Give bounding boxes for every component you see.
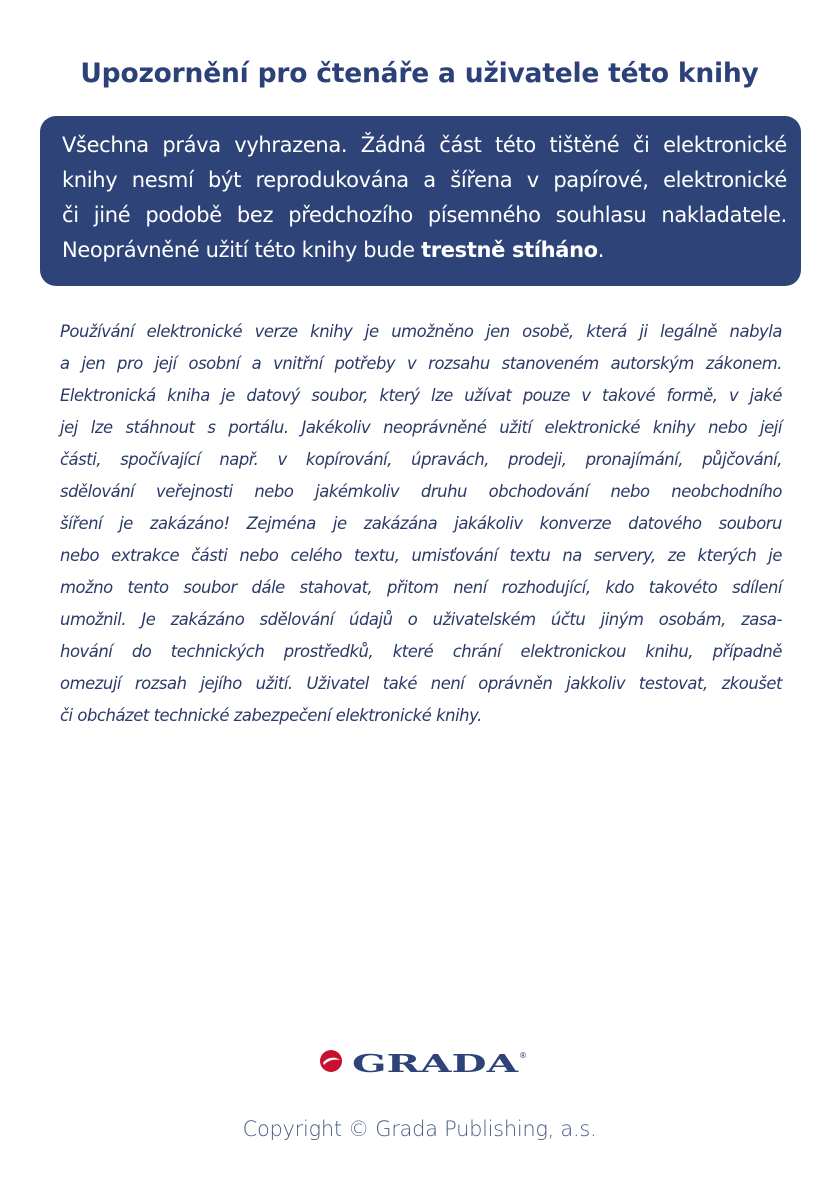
usage-terms-paragraph	[60, 316, 782, 732]
paragraph-line: umožnil. Je zakázáno sdělování údajů o uživatelském účtu jiným osobám, zasa-	[60, 610, 782, 629]
page-title: Upozornění pro čtenáře a uživatele této knihy	[80, 58, 759, 89]
paragraph-line: hování do technických prostředků, které chrání elektronickou knihu, případně	[60, 642, 782, 661]
paragraph-line: Elektronická kniha je datový soubor, který lze užívat pouze v takové formě, v jaké	[60, 386, 782, 405]
grada-logo	[318, 1046, 528, 1078]
notice-line: či jiné podobě bez předchozího písemného souhlasu nakladatele.	[62, 203, 787, 227]
notice-last-suffix: .	[597, 238, 605, 262]
grada-swirl-icon	[320, 1050, 342, 1072]
trademark-mark: ®	[519, 1051, 527, 1060]
notice-line-last	[62, 233, 787, 268]
paragraph-line: šíření je zakázáno! Zejména je zakázána jakákoliv konverze datového souboru	[60, 514, 782, 533]
paragraph-line: a jen pro její osobní a vnitřní potřeby v rozsahu stanoveném autorským zákonem.	[60, 354, 782, 373]
paragraph-line: části, spočívající např. v kopírování, úpravách, prodeji, pronajímání, půjčování,	[60, 450, 782, 469]
paragraph-line: sdělování veřejnosti nebo jakémkoliv druhu obchodování nebo neobchodního	[60, 482, 782, 501]
grada-wordmark: GRADA	[352, 1049, 519, 1078]
notice-warning-bold: trestně stíháno	[421, 238, 598, 262]
paragraph-line-last: či obcházet technické zabezpečení elektronické knihy.	[60, 706, 482, 725]
copyright-text: Copyright © Grada Publishing, a.s.	[242, 1117, 597, 1141]
paragraph-line: nebo extrakce části nebo celého textu, umisťování textu na servery, ze kterých je	[60, 546, 782, 565]
notice-last-prefix: Neoprávněné užití této knihy bude	[62, 238, 422, 262]
paragraph-line: omezují rozsah jejího užití. Uživatel také není oprávněn jakkoliv testovat, zkoušet	[60, 674, 782, 693]
paragraph-line: možno tento soubor dále stahovat, přitom není rozhodující, kdo takovéto sdílení	[60, 578, 782, 597]
paragraph-line: Používání elektronické verze knihy je umožněno jen osobě, která ji legálně nabyla	[60, 322, 782, 341]
rights-notice-box	[40, 116, 801, 286]
notice-line: Všechna práva vyhrazena. Žádná část této tištěné či elektronické	[62, 133, 787, 157]
notice-line: knihy nesmí být reprodukována a šířena v papírové, elektronické	[62, 168, 787, 192]
paragraph-line: jej lze stáhnout s portálu. Jakékoliv neoprávněné užití elektronické knihy nebo její	[60, 418, 782, 437]
